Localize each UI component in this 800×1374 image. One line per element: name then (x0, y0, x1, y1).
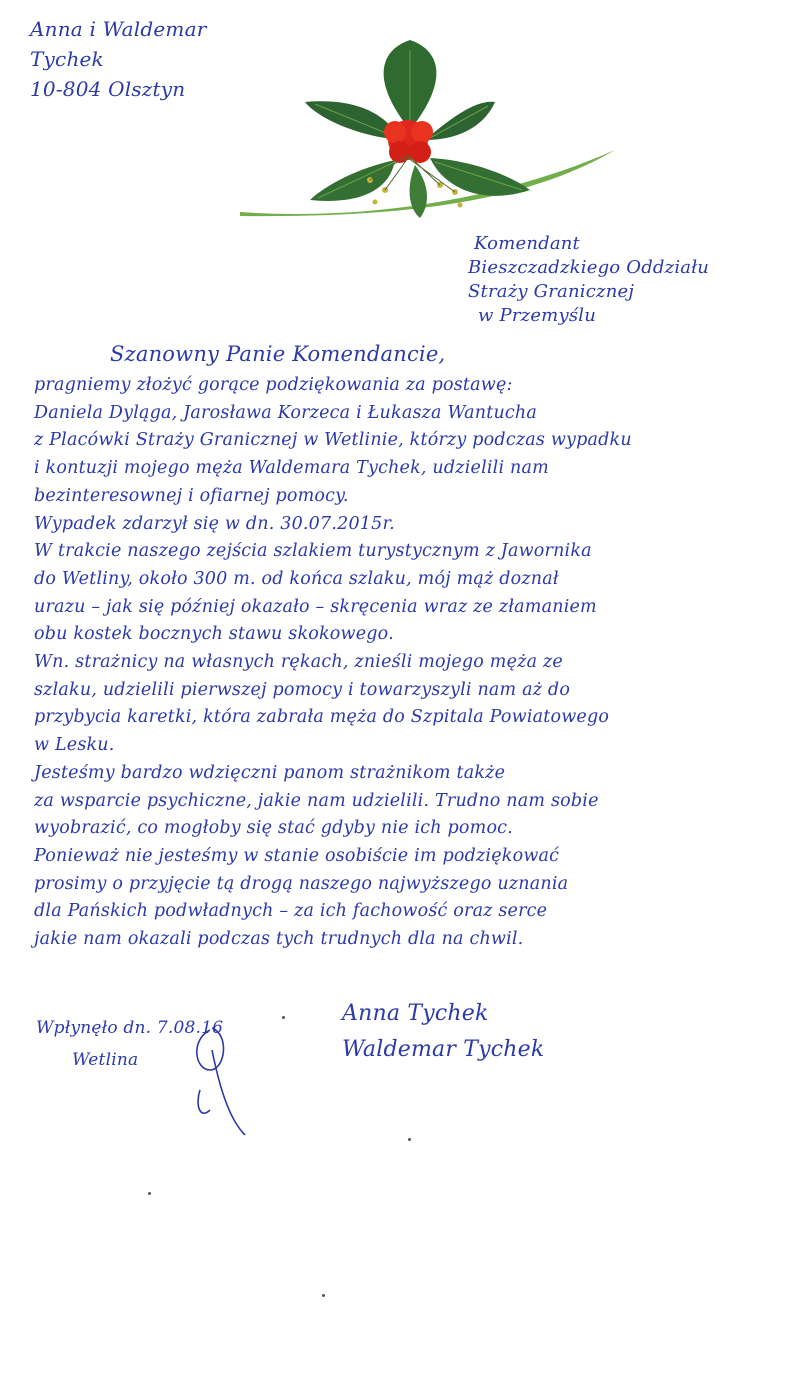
body-line: wyobrazić, co mogłoby się stać gdyby nie ich pomoc. (34, 818, 513, 839)
recipient-address (468, 232, 709, 328)
body-line: Ponieważ nie jesteśmy w stanie osobiście im podziękować (34, 845, 560, 866)
body-line: i kontuzji mojego męża Waldemara Tychek, udzielili nam (34, 458, 549, 479)
recipient-unit: Bieszczadzkiego Oddziału (468, 257, 710, 278)
recipient-city: w Przemyślu (478, 305, 597, 326)
signature-anna: Anna Tychek (342, 1001, 489, 1026)
sender-name: Anna i Waldemar (30, 17, 207, 41)
speck (282, 1016, 285, 1019)
body-line: jakie nam okazali podczas tych trudnych dla na chwil. (34, 929, 524, 950)
body-line: Jesteśmy bardzo wdzięczni panom strażnikom także (34, 762, 506, 783)
body-line: urazu – jak się później okazało – skręcenia wraz ze złamaniem (34, 596, 597, 617)
body-line: Wn. strażnicy na własnych rękach, znieśli mojego męża ze (34, 652, 563, 673)
body-line: pragniemy złożyć gorące podziękowania za postawę: (34, 375, 513, 395)
body-line: przybycia karetki, która zabrała męża do Szpitala Powiatowego (34, 707, 610, 728)
body-line: obu kostek bocznych stawu skokowego. (34, 624, 394, 645)
sender-surname: Tychek (30, 47, 104, 71)
recipient-title: Komendant (474, 233, 580, 254)
speck (322, 1294, 325, 1297)
received-date: Wpłynęło dn. 7.08.16 (36, 1018, 224, 1038)
flower-illustration (230, 40, 620, 220)
body-line: Wypadek zdarzył się w dn. 30.07.2015r. (34, 513, 395, 534)
body-line: szlaku, udzielili pierwszej pomocy i towarzyszyli nam aż do (34, 679, 571, 700)
body-line: prosimy o przyjęcie tą drogą naszego najwyższego uznania (34, 873, 569, 894)
body-line: dla Pańskich podwładnych – za ich fachowość oraz serce (34, 901, 548, 922)
body-line: za wsparcie psychiczne, jakie nam udzielili. Trudno nam sobie (34, 790, 599, 811)
body-line: Daniela Dyląga, Jarosława Korzeca i Łukasza Wantucha (34, 402, 538, 423)
body-line: do Wetliny, około 300 m. od końca szlaku, mój mąż doznał (34, 568, 559, 589)
signature-waldemar: Waldemar Tychek (342, 1037, 545, 1062)
received-place: Wetlina (72, 1050, 139, 1070)
body-line: w Lesku. (34, 735, 115, 756)
initials-scribble (150, 1010, 270, 1140)
speck (408, 1138, 411, 1141)
signature-block (342, 996, 544, 1068)
body-line: W trakcie naszego zejścia szlakiem turystycznym z Jawornika (34, 541, 592, 562)
letter-body (34, 372, 794, 954)
salutation: Szanowny Panie Komendancie, (110, 342, 446, 366)
body-line: bezinteresownej i ofiarnej pomocy. (34, 485, 349, 506)
sender-city: 10-804 Olsztyn (30, 77, 186, 101)
body-line: z Placówki Straży Granicznej w Wetlinie, którzy podczas wypadku (34, 430, 632, 451)
speck (148, 1192, 151, 1195)
recipient-service: Straży Granicznej (468, 281, 635, 302)
sender-address (30, 14, 206, 104)
